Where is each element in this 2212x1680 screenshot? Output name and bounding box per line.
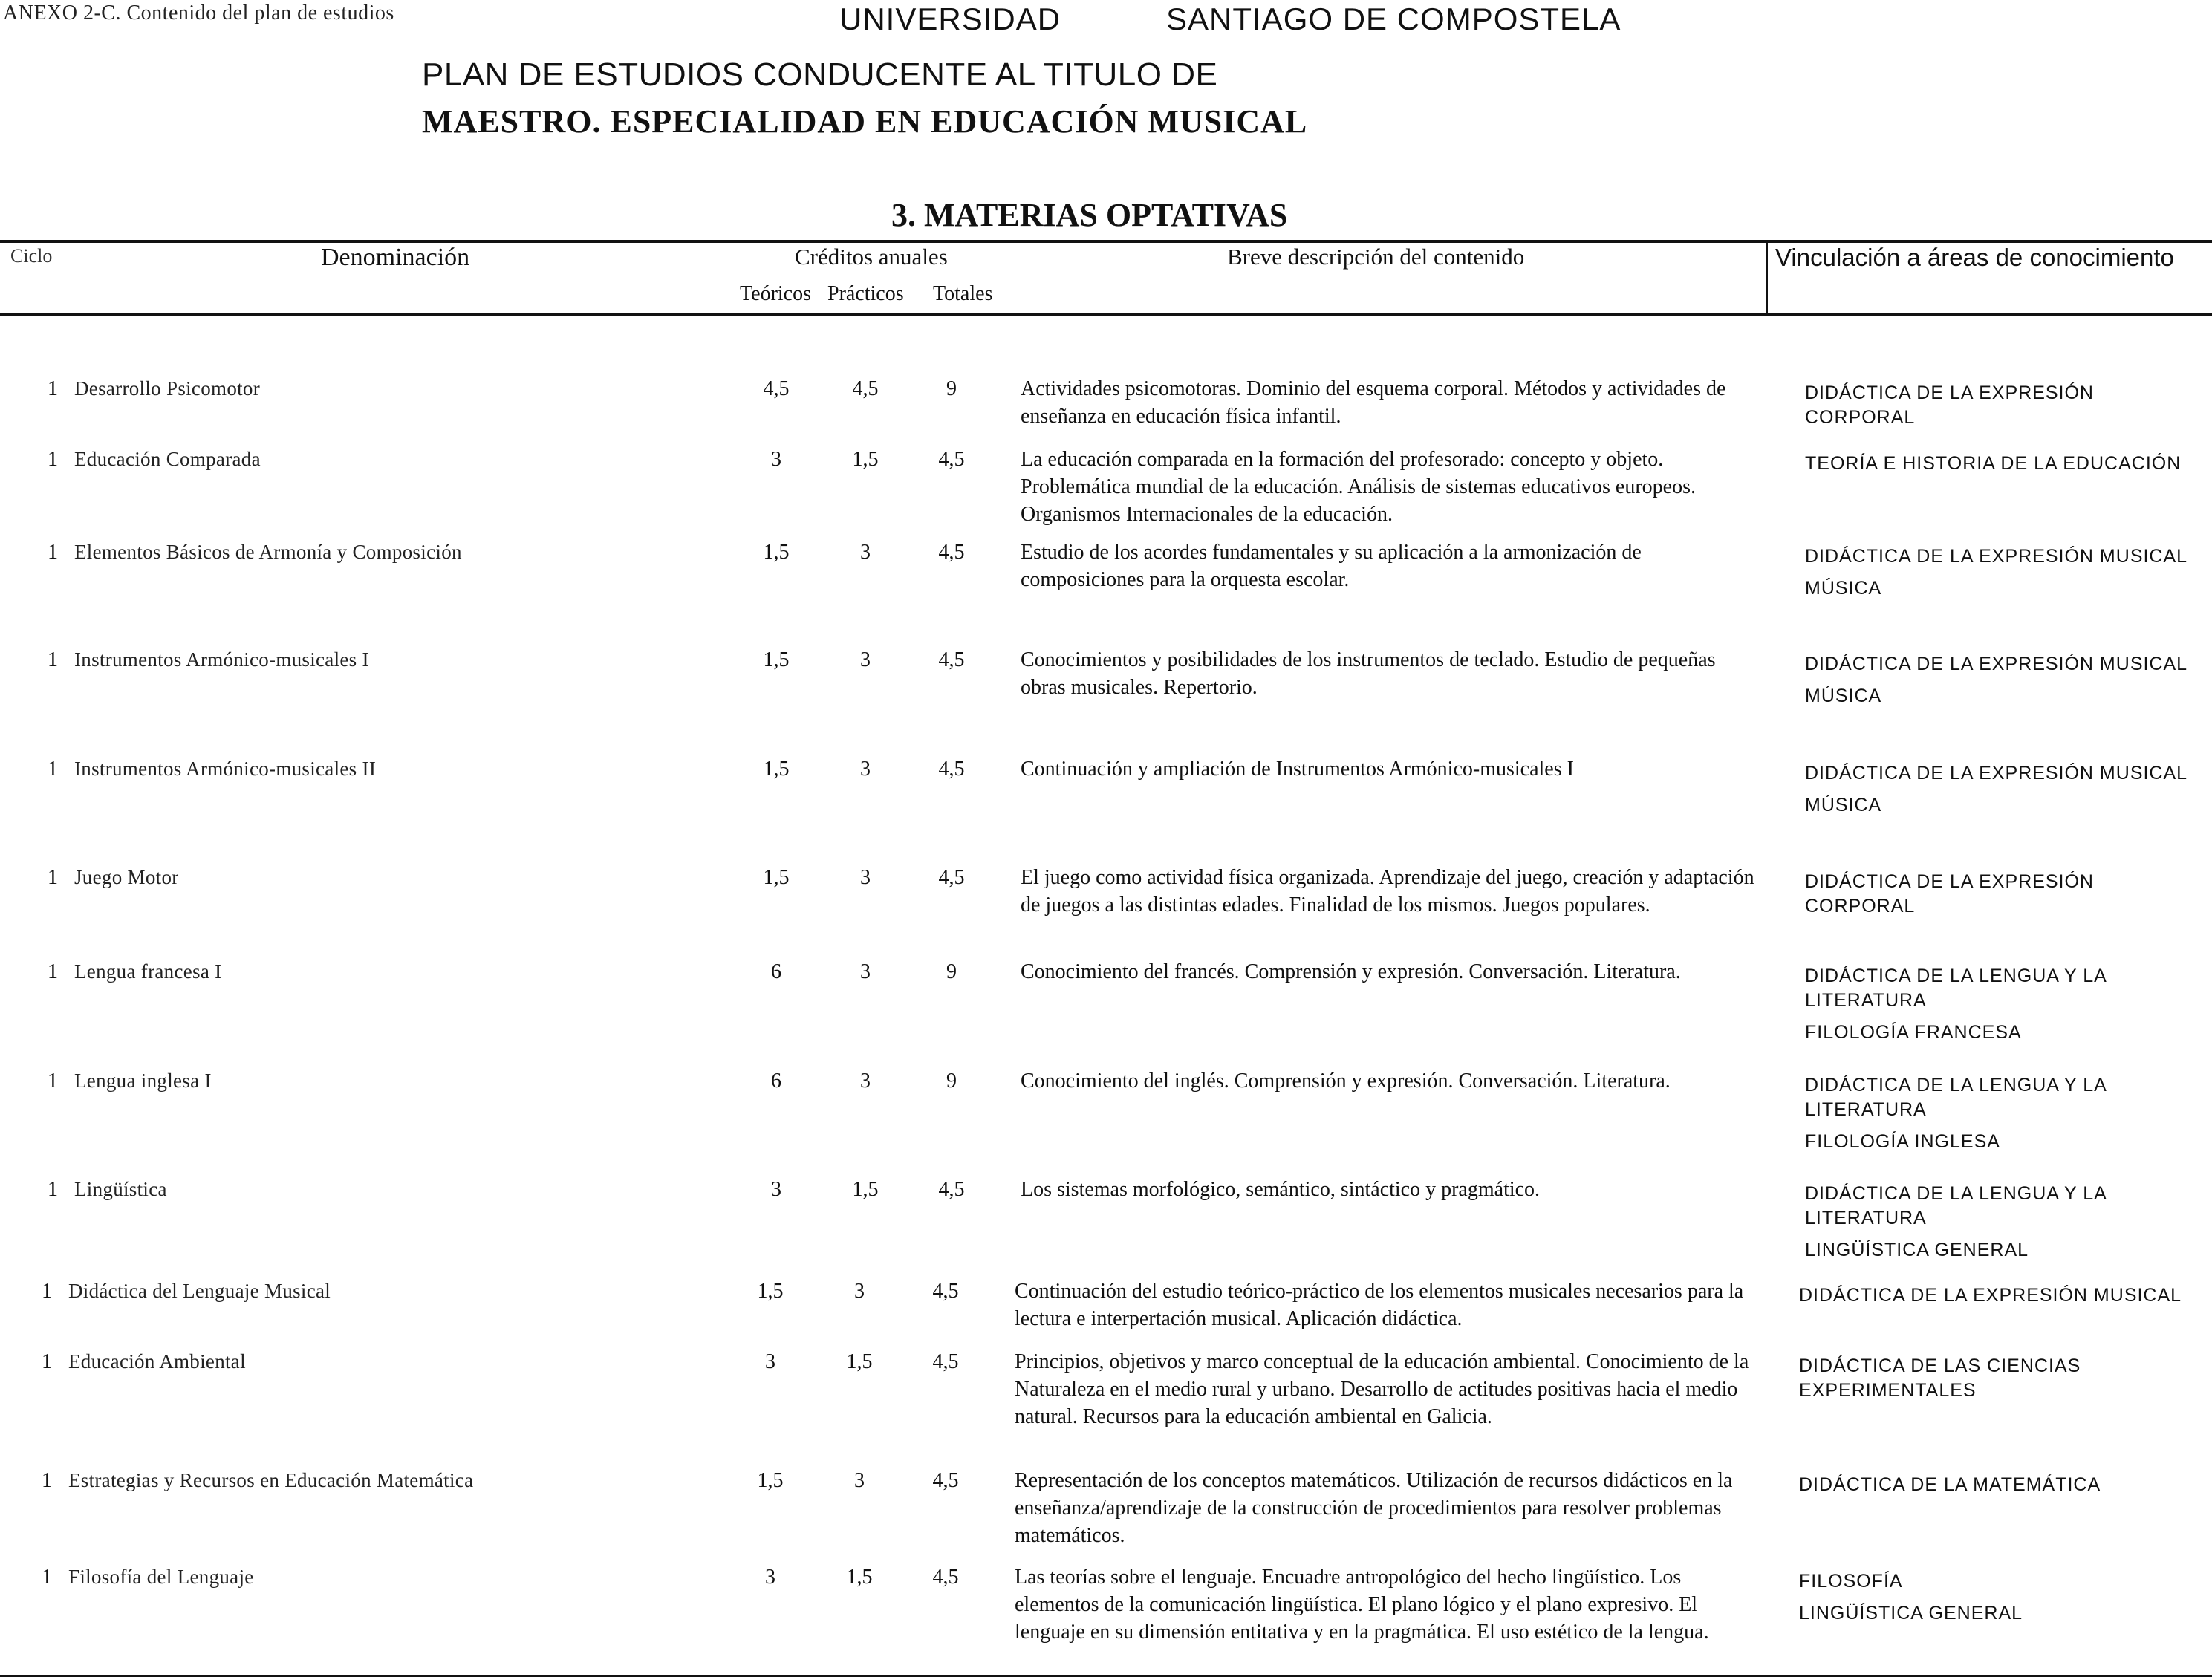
area-item: DIDÁCTICA DE LA LENGUA Y LA LITERATURA [1805,1183,2107,1228]
area-item: MÚSICA [1805,578,1882,599]
areas-cell [1805,964,2206,1052]
area-item: LINGÜÍSTICA GENERAL [1799,1603,2023,1624]
areas-cell [1805,452,2206,484]
descripcion-cell: Principios, objetivos y marco conceptual de la educación ambiental. Conocimiento de la Naturaleza en el medio rural y urbano. Desarrollo de actitudes positivas hacia el medio natural. Recursos para la educación ambiental en Galicia. [1015,1350,1749,1428]
plan-title-line2: MAESTRO. ESPECIALIDAD EN EDUCACIÓN MUSICAL [422,103,1308,140]
areas-cell [1799,1354,2200,1410]
denominacion-cell: Juego Motor [74,866,179,888]
teoricos-cell: 6 [771,1069,781,1093]
denominacion-cell: Elementos Básicos de Armonía y Composición [74,541,462,563]
ciclo-cell: 1 [48,377,58,400]
annex-label: ANEXO 2-C. Contenido del plan de estudios [3,1,394,25]
teoricos-cell: 1,5 [757,1469,784,1492]
practicos-cell: 3 [860,866,871,889]
areas-cell [1799,1283,2200,1315]
area-item: MÚSICA [1805,795,1882,815]
denominacion-cell: Educación Comparada [74,448,261,470]
teoricos-cell: 3 [765,1566,775,1589]
teoricos-cell: 3 [765,1350,775,1373]
ciclo-cell: 1 [48,758,58,781]
area-item: DIDÁCTICA DE LA LENGUA Y LA LITERATURA [1805,966,2107,1011]
denominacion-cell: Instrumentos Armónico-musicales II [74,758,377,780]
totales-cell: 4,5 [938,758,965,781]
areas-cell [1805,1073,2206,1162]
totales-cell: 9 [946,1069,957,1093]
practicos-cell: 1,5 [846,1566,873,1589]
denominacion-cell: Educación Ambiental [68,1350,246,1373]
descripcion-cell: La educación comparada en la formación del profesorado: concepto y objeto. Problemática mundial de la educación. Análisis de sistemas educativos europeos. Organismos Internacionales de la educación. [1021,448,1696,526]
area-item: DIDÁCTICA DE LAS CIENCIAS EXPERIMENTALES [1799,1355,2081,1401]
ciclo-cell: 1 [48,1178,58,1201]
practicos-cell: 1,5 [846,1350,873,1373]
practicos-cell: 3 [860,648,871,671]
denominacion-cell: Lengua francesa I [74,960,222,983]
descripcion-cell: Las teorías sobre el lenguaje. Encuadre antropológico del hecho lingüístico. Los elementos de la comunicación lingüística. El plano lógico y el plano expresivo. El lenguaje en su dimensión entitativa y en la pragmática. El uso estético de la lengua. [1015,1566,1709,1644]
section-title: 3. MATERIAS OPTATIVAS [891,197,1288,233]
practicos-cell: 3 [854,1280,865,1303]
area-item: LINGÜÍSTICA GENERAL [1805,1240,2029,1260]
teoricos-cell: 1,5 [763,541,790,564]
area-item: FILOSOFÍA [1799,1571,1903,1592]
descripcion-cell: Conocimiento del francés. Comprensión y expresión. Conversación. Literatura. [1021,960,1681,983]
teoricos-cell: 1,5 [763,758,790,781]
table-bottom-rule [0,1675,2212,1677]
teoricos-cell: 6 [771,960,781,983]
practicos-cell: 3 [860,758,871,781]
teoricos-cell: 3 [771,1178,781,1201]
areas-cell [1799,1569,2200,1633]
areas-cell [1799,1473,2200,1505]
practicos-cell: 1,5 [852,448,879,471]
practicos-cell: 3 [860,1069,871,1093]
teoricos-cell: 1,5 [763,648,790,671]
area-item: DIDÁCTICA DE LA EXPRESIÓN MUSICAL [1805,763,2188,784]
area-item: TEORÍA E HISTORIA DE LA EDUCACIÓN [1805,453,2182,474]
ciclo-cell: 1 [42,1280,52,1303]
plan-title-line1: PLAN DE ESTUDIOS CONDUCENTE AL TITULO DE [422,56,1218,93]
practicos-cell: 3 [854,1469,865,1492]
ciclo-cell: 1 [42,1469,52,1492]
area-item: DIDÁCTICA DE LA LENGUA Y LA LITERATURA [1805,1075,2107,1120]
header-divider [1766,241,1768,313]
area-item: DIDÁCTICA DE LA EXPRESIÓN CORPORAL [1805,871,2094,916]
area-item: FILOLOGÍA FRANCESA [1805,1022,2022,1043]
ciclo-cell: 1 [42,1566,52,1589]
totales-cell: 4,5 [938,541,965,564]
denominacion-cell: Desarrollo Psicomotor [74,377,261,400]
ciclo-cell: 1 [42,1350,52,1373]
column-header-totales: Totales [933,282,993,305]
descripcion-cell: Conocimiento del inglés. Comprensión y expresión. Conversación. Literatura. [1021,1069,1671,1093]
totales-cell: 4,5 [938,1178,965,1201]
ciclo-cell: 1 [48,648,58,671]
denominacion-cell: Instrumentos Armónico-musicales I [74,648,369,671]
column-header-descripcion: Breve descripción del contenido [1227,244,1525,270]
table-top-rule [0,240,2212,243]
practicos-cell: 1,5 [852,1178,879,1201]
descripcion-cell: El juego como actividad física organizada. Aprendizaje del juego, creación y adaptación de juegos a las distintas edades. Finalidad de los mismos. Juegos populares. [1021,866,1754,916]
area-item: FILOLOGÍA INGLESA [1805,1131,2000,1152]
university-label: UNIVERSIDAD [839,1,1061,36]
area-item: DIDÁCTICA DE LA EXPRESIÓN CORPORAL [1805,382,2094,428]
ciclo-cell: 1 [48,866,58,889]
denominacion-cell: Lengua inglesa I [74,1069,212,1092]
teoricos-cell: 4,5 [763,377,790,400]
area-item: DIDÁCTICA DE LA EXPRESIÓN MUSICAL [1805,546,2188,567]
practicos-cell: 3 [860,541,871,564]
areas-cell [1805,381,2206,437]
teoricos-cell: 1,5 [757,1280,784,1303]
area-item: DIDÁCTICA DE LA EXPRESIÓN MUSICAL [1799,1285,2182,1306]
area-item: DIDÁCTICA DE LA MATEMÁTICA [1799,1474,2101,1495]
table-header-rule [0,313,2212,316]
areas-cell [1805,870,2206,926]
areas-cell [1805,1182,2206,1270]
descripcion-cell: Continuación y ampliación de Instrumentos Armónico-musicales I [1021,758,1574,781]
area-item: DIDÁCTICA DE LA EXPRESIÓN MUSICAL [1805,654,2188,674]
areas-cell [1805,652,2206,716]
ciclo-cell: 1 [48,541,58,564]
totales-cell: 4,5 [932,1469,959,1492]
teoricos-cell: 1,5 [763,866,790,889]
denominacion-cell: Lingüística [74,1178,167,1200]
descripcion-cell: Representación de los conceptos matemáticos. Utilización de recursos didácticos en la enseñanza/aprendizaje de la construcción de procedimientos para resolver problemas matemáticos. [1015,1469,1733,1547]
ciclo-cell: 1 [48,1069,58,1093]
city-label: SANTIAGO DE COMPOSTELA [1166,1,1621,36]
totales-cell: 9 [946,377,957,400]
totales-cell: 9 [946,960,957,983]
column-header-teoricos: Teóricos [740,282,812,305]
ciclo-cell: 1 [48,448,58,471]
totales-cell: 4,5 [938,866,965,889]
areas-cell [1805,761,2206,825]
denominacion-cell: Didáctica del Lenguaje Musical [68,1280,331,1302]
totales-cell: 4,5 [938,448,965,471]
teoricos-cell: 3 [771,448,781,471]
column-header-ciclo: Ciclo [10,245,53,267]
descripcion-cell: Conocimientos y posibilidades de los instrumentos de teclado. Estudio de pequeñas obras musicales. Repertorio. [1021,648,1716,699]
descripcion-cell: Los sistemas morfológico, semántico, sintáctico y pragmático. [1021,1178,1541,1201]
denominacion-cell: Estrategias y Recursos en Educación Matemática [68,1469,474,1491]
column-header-creditos: Créditos anuales [795,244,948,270]
totales-cell: 4,5 [938,648,965,671]
denominacion-cell: Filosofía del Lenguaje [68,1566,254,1588]
descripcion-cell: Estudio de los acordes fundamentales y su aplicación a la armonización de composiciones para la orquesta escolar. [1021,541,1642,591]
totales-cell: 4,5 [932,1280,959,1303]
column-header-vinculacion: Vinculación a áreas de conocimiento [1775,244,2174,271]
column-header-denominacion: Denominación [321,244,470,271]
practicos-cell: 4,5 [852,377,879,400]
column-header-practicos: Prácticos [827,282,904,305]
practicos-cell: 3 [860,960,871,983]
descripcion-cell: Continuación del estudio teórico-práctico de los elementos musicales necesarios para la lectura e interpertación musical. Aplicación didáctica. [1015,1280,1744,1330]
area-item: MÚSICA [1805,686,1882,706]
descripcion-cell: Actividades psicomotoras. Dominio del esquema corporal. Métodos y actividades de enseñanza en educación física infantil. [1021,377,1726,428]
ciclo-cell: 1 [48,960,58,983]
totales-cell: 4,5 [932,1350,959,1373]
areas-cell [1805,544,2206,608]
totales-cell: 4,5 [932,1566,959,1589]
